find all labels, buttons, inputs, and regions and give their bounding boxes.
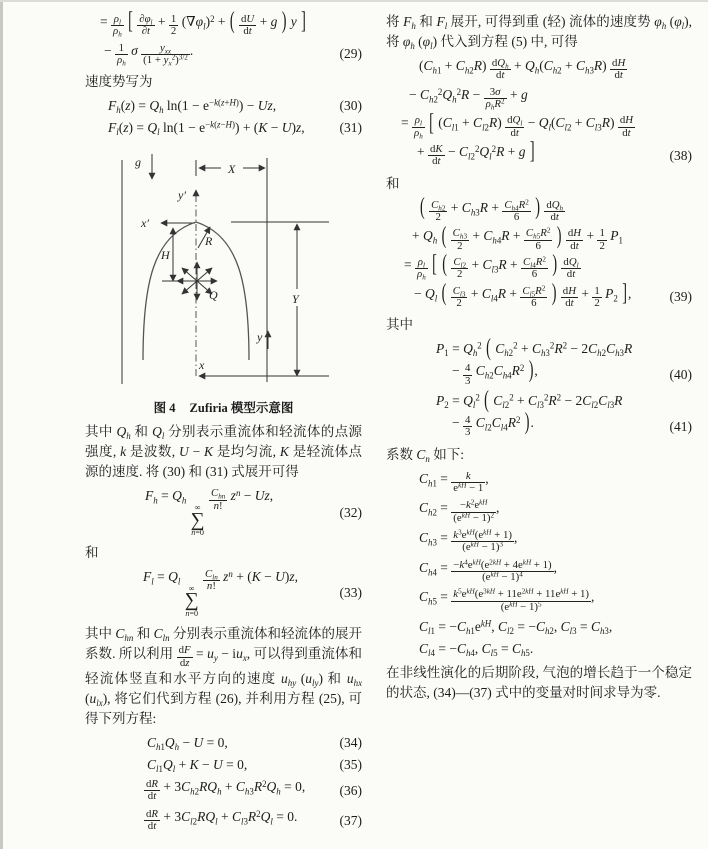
equation-33-number: (33) bbox=[339, 585, 362, 601]
equation-39-line-4: − $Q_l$ ( $\frac{C_{l3}}{2}$ + $C_{l4}R$ + $\frac{C_{l5}R^2}{6}$ ) $\frac{dH}{dt}$ + $\frac{1}{2}$ $P_2$ ], bbox=[414, 279, 632, 309]
equation-32-number: (32) bbox=[339, 504, 362, 520]
y-axis-label: y bbox=[257, 330, 263, 345]
equation-29-number: (29) bbox=[339, 46, 362, 62]
equation-33 bbox=[85, 569, 362, 618]
paragraph-where: 其中 bbox=[386, 317, 413, 333]
paragraph-expansion-coefficients: 其中 $C_{hn}$ 和 $C_{ln}$ 分别表示重流体和轻流体的展开系数. 所以利用 $\frac{dF}{dz}$ = $u_y - iu_x$, 可以得到重流体和轻流体竖直和水平方向的速度 $u_{hy}$ $(u_{ly})$ 和 $u_{hx}$ $(u_{lx})$, 将它们代到方程 (26), 并利用方程 (25), 可得下列方程: bbox=[85, 625, 363, 727]
equation-37-line-1: $\frac{dR}{dt}$ + $3C_{l2}RQ_l + C_{l3}R^2Q_l = 0$. bbox=[146, 807, 298, 833]
equation-40-line-2: − $\frac{4}{3}$ $C_{h2}C_{h4}R^2$ ), bbox=[452, 356, 538, 387]
coefficient-ch5 bbox=[386, 589, 692, 613]
equation-38-number: (38) bbox=[669, 147, 692, 163]
paragraph-coefficients-intro: 系数 $C_n$ 如下: bbox=[386, 446, 464, 464]
equation-41-line-1: $P_2 = Q_l^2$ ( $C_{l2}^2 + C_{l3}^2R^2 - 2C_{l2}C_{l3}R$ bbox=[436, 386, 623, 414]
equation-34-number: (34) bbox=[339, 735, 362, 751]
equation-40-number: (40) bbox=[669, 367, 692, 383]
equation-38 bbox=[386, 58, 692, 168]
coefficient-ch1 bbox=[386, 471, 692, 495]
paragraph-point-sources: 其中 $Q_h$ 和 $Q_l$ 分别表示重流体和轻流体的点源强度, k 是波数, U − K 是均匀流, K 是轻流体点源的速度. 将 (30) 和 (31) 式展开可得 bbox=[85, 424, 363, 480]
gravity-label: g bbox=[135, 155, 141, 170]
equation-33-line-1: $F_l = Q_l$ ∞ ∑ n=0 $\frac{C_{ln}}{n!}$ $z^n + (K - U)z$, bbox=[143, 567, 299, 618]
coefficient-cl-row1 bbox=[386, 619, 692, 635]
y-dimension-label: Y bbox=[292, 292, 299, 307]
equation-38-line-2: − $C_{h2}^2Q_h^2R$ − $\frac{3\sigma}{\rho_hR^2}$ + g bbox=[409, 85, 528, 112]
coefficient-ch4-line: $C_{h4}$ = $\frac{-k^4e^{kH}(e^{2kH} + 4e^{kH} + 1)}{(e^{kH} - 1)^4}$ , bbox=[419, 557, 557, 583]
x-axis-label: x bbox=[199, 358, 205, 373]
paragraph-velocity-potential: 速度势写为 bbox=[85, 74, 153, 90]
radius-label: R bbox=[205, 234, 213, 249]
coefficient-ch1-line: $C_{h1}$ = $\frac{k}{e^{kH} - 1}$ , bbox=[419, 469, 489, 494]
h-dimension-label: H bbox=[161, 248, 170, 263]
column-left bbox=[85, 8, 362, 838]
figure-caption bbox=[85, 398, 362, 416]
figure-caption-title: Zufiria 模型示意图 bbox=[189, 401, 294, 416]
equation-31 bbox=[85, 120, 362, 136]
equation-39-line-3: = $\frac{\rho_l}{\rho_h}$ [ ( $\frac{C_{l2}}{2}$ + $C_{l3}R$ + $\frac{C_{l4}R^2}{6}$ ) $\frac{dQ_l}{dt}$ bbox=[404, 250, 579, 282]
equation-39 bbox=[386, 193, 692, 310]
coefficient-cl-row2-line: $C_{l4} = -C_{h4}$, $C_{l5} = C_{h5}$. bbox=[419, 640, 534, 658]
equation-30-number: (30) bbox=[339, 98, 362, 114]
equation-36-number: (36) bbox=[339, 782, 362, 798]
equation-40 bbox=[386, 334, 692, 387]
equation-38-line-1: $(C_{h1} + C_{h2}R)$ $\frac{dQ_h}{dt}$ + $Q_h(C_{h2} + C_{h3}R)$ $\frac{dH}{dt}$ bbox=[419, 57, 626, 82]
equation-39-line-1: ( $\frac{C_{h2}}{2}$ + $C_{h3}R$ + $\frac{C_{h4}R^2}{6}$ ) $\frac{dQ_h}{dt}$ bbox=[420, 193, 564, 223]
zufiria-model-diagram bbox=[85, 146, 362, 391]
equation-39-number: (39) bbox=[669, 289, 692, 305]
equation-29-line-1: = $\frac{\rho_l}{\rho_h}$ [ $\frac{\partial\varphi_l}{\partial t}$ + $\frac{1}{2}$ $(\nabla\varphi_l)^2$ + ( $\frac{dU}{dt}$ + g ) y ] bbox=[100, 7, 306, 39]
x-prime-label: x′ bbox=[141, 216, 149, 231]
equation-32 bbox=[85, 488, 362, 537]
equation-37-number: (37) bbox=[339, 812, 362, 828]
equation-30-line-1: $F_h(z) = Q_h$ $\ln(1 - e^{-k(z+H)}) - Uz$, bbox=[108, 97, 277, 116]
equation-34-line-1: $C_{h1}Q_h - U = 0$, bbox=[147, 735, 228, 753]
equation-29 bbox=[85, 7, 362, 68]
equation-31-line-1: $F_l(z) = Q_l$ $\ln(1 - e^{-k(z-H)}) + (K - U)z$, bbox=[108, 119, 305, 138]
equation-38-line-4: + $\frac{dK}{dt}$ − $C_{l2}^2Q_l^2R + g$ ] bbox=[417, 137, 535, 168]
equation-36-line-1: $\frac{dR}{dt}$ + $3C_{h2}RQ_h + C_{h3}R^2Q_h = 0$, bbox=[146, 778, 306, 803]
equation-37 bbox=[85, 809, 362, 833]
coefficient-cl-row2 bbox=[386, 641, 692, 657]
equation-30 bbox=[85, 98, 362, 114]
equation-36 bbox=[85, 779, 362, 803]
coefficient-ch3-line: $C_{h3}$ = $\frac{k^3e^{kH}(e^{kH} + 1)}{(e^{kH} - 1)^3}$ , bbox=[419, 528, 518, 554]
y-prime-label: y′ bbox=[178, 188, 186, 203]
equation-34 bbox=[85, 735, 362, 751]
equation-35 bbox=[85, 757, 362, 773]
coefficient-ch5-line: $C_{h5}$ = $\frac{k^5e^{kH}(e^{3kH} + 11e^{2kH} + 11e^{kH} + 1)}{(e^{kH} - 1)^5}$ , bbox=[419, 587, 595, 613]
equation-40-line-1: $P_1 = Q_h^2$ ( $C_{h2}^2 + C_{h3}^2R^2 - 2C_{h2}C_{h3}R$ bbox=[436, 334, 633, 362]
page-edge-top bbox=[0, 0, 708, 2]
paragraph-expand-potentials: 将 $F_h$ 和 $F_l$ 展开, 可得到重 (轻) 流体的速度势 $\varphi_h$ $(\varphi_l)$, 将 $\varphi_h$ $(\varphi_l)$ 代入到方程 (5) 中, 可得 bbox=[386, 14, 693, 52]
equation-29-line-2: − $\frac{1}{\rho_h}$ σ $\frac{y_{xx}}{(1 + y_x^2)^{3/2}}$ . bbox=[104, 41, 194, 68]
equation-38-line-3: = $\frac{\rho_l}{\rho_h}$ [ $(C_{l1} + C_{l2}R)$ $\frac{dQ_l}{dt}$ − $Q_l(C_{l2} + C_{l3}R)$ $\frac{dH}{dt}$ bbox=[401, 109, 634, 141]
equation-35-number: (35) bbox=[339, 757, 362, 773]
equation-32-line-1: $F_h = Q_h$ ∞ ∑ n=0 $\frac{C_{hn}}{n!}$ $z^n - Uz$, bbox=[145, 487, 274, 538]
paragraph-and-right: 和 bbox=[386, 175, 400, 191]
equation-31-number: (31) bbox=[339, 120, 362, 136]
column-right bbox=[386, 8, 692, 838]
coefficient-ch3 bbox=[386, 530, 692, 554]
coefficient-cl-row1-line: $C_{l1} = -C_{h1}e^{kH}$, $C_{l2} = -C_{h2}$, $C_{l3} = C_{h3}$, bbox=[419, 618, 613, 636]
point-source-label: Q bbox=[209, 288, 218, 303]
equation-41-line-2: − $\frac{4}{3}$ $C_{l2}C_{l4}R^2$ ). bbox=[452, 408, 534, 439]
equation-39-line-2: + $Q_h$ ( $\frac{C_{h3}}{2}$ + $C_{h4}R$ + $\frac{C_{h5}R^2}{6}$ ) $\frac{dH}{dt}$ + $\frac{1}{2}$ $P_1$ bbox=[412, 221, 623, 252]
coefficient-ch2 bbox=[386, 500, 692, 524]
equation-41 bbox=[386, 386, 692, 439]
paragraph-nonlinear-stage: 在非线性演化的后期阶段, 气泡的增长趋于一个稳定的状态, (34)—(37) 式中的变量对时间求导为零. bbox=[386, 664, 692, 700]
equation-35-line-1: $C_{l1}Q_l + K - U = 0$, bbox=[147, 757, 248, 775]
paragraph-and-left: 和 bbox=[85, 544, 99, 560]
page-edge-left bbox=[0, 0, 3, 849]
coefficient-ch2-line: $C_{h2}$ = $\frac{-k^2e^{kH}}{(e^{kH} - 1)^2}$ , bbox=[419, 498, 500, 524]
x-dimension-label: X bbox=[228, 162, 236, 177]
figure-zufiria bbox=[85, 146, 362, 416]
equation-41-number: (41) bbox=[669, 418, 692, 434]
coefficient-ch4 bbox=[386, 557, 692, 584]
figure-caption-number: 图 4 bbox=[153, 401, 176, 416]
